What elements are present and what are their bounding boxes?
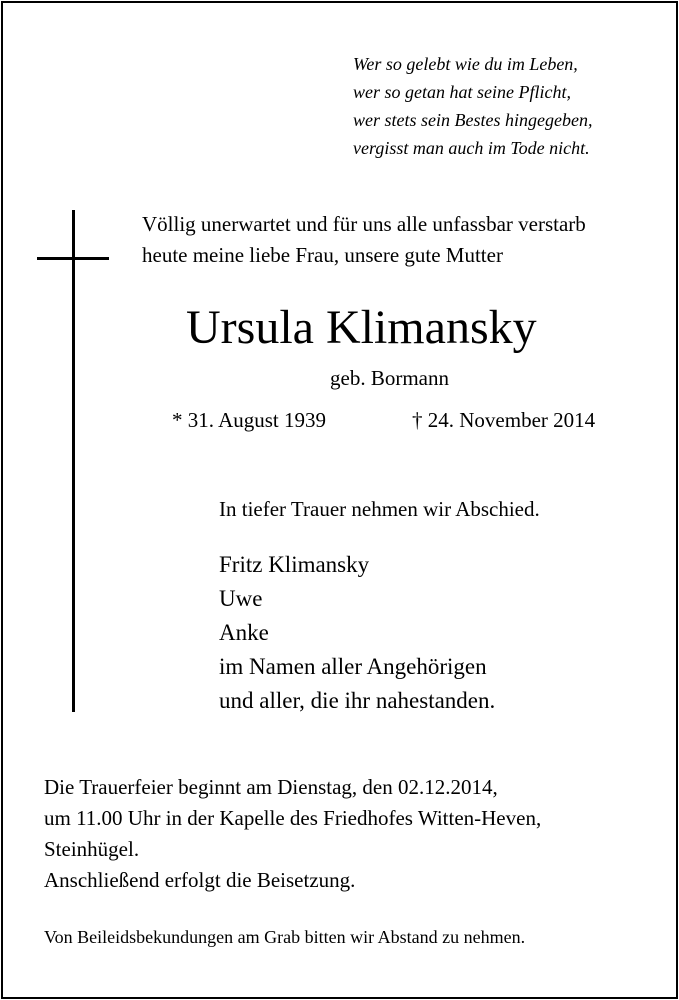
service-line: Steinhügel.	[44, 837, 140, 861]
service-line: Anschließend erfolgt die Beisetzung.	[44, 868, 356, 892]
death-announcement-intro	[142, 209, 586, 271]
death-date: † 24. November 2014	[412, 408, 596, 432]
intro-line: heute meine liebe Frau, unsere gute Mutter	[142, 243, 503, 267]
funeral-service-info	[44, 772, 541, 896]
deceased-name: Ursula Klimansky	[186, 301, 537, 354]
poem-line: wer stets sein Bestes hingegeben,	[353, 110, 593, 130]
poem-line: vergisst man auch im Tode nicht.	[353, 138, 590, 158]
maiden-name: geb. Bormann	[330, 366, 449, 390]
poem-line: Wer so gelebt wie du im Leben,	[353, 54, 578, 74]
mourner-line: und aller, die ihr nahestanden.	[219, 688, 496, 713]
condolence-note: Von Beileidsbekundungen am Grab bitten wir Abstand zu nehmen.	[44, 927, 526, 947]
mourner-line: Anke	[219, 620, 269, 645]
poem-line: wer so getan hat seine Pflicht,	[353, 82, 571, 102]
intro-line: Völlig unerwartet und für uns alle unfassbar verstarb	[142, 212, 586, 236]
cross-horizontal-bar	[37, 257, 109, 260]
mourner-line: Uwe	[219, 586, 263, 611]
memorial-poem	[353, 50, 592, 162]
mourner-line: Fritz Klimansky	[219, 552, 370, 577]
service-line: Die Trauerfeier beginnt am Dienstag, den 02.12.2014,	[44, 775, 498, 799]
mourners-list	[219, 548, 495, 718]
mourning-statement: In tiefer Trauer nehmen wir Abschied.	[219, 497, 540, 521]
mourner-line: im Namen aller Angehörigen	[219, 654, 487, 679]
birth-date: * 31. August 1939	[172, 408, 327, 432]
service-line: um 11.00 Uhr in der Kapelle des Friedhofes Witten-Heven,	[44, 806, 542, 830]
cross-vertical-bar	[72, 210, 75, 712]
